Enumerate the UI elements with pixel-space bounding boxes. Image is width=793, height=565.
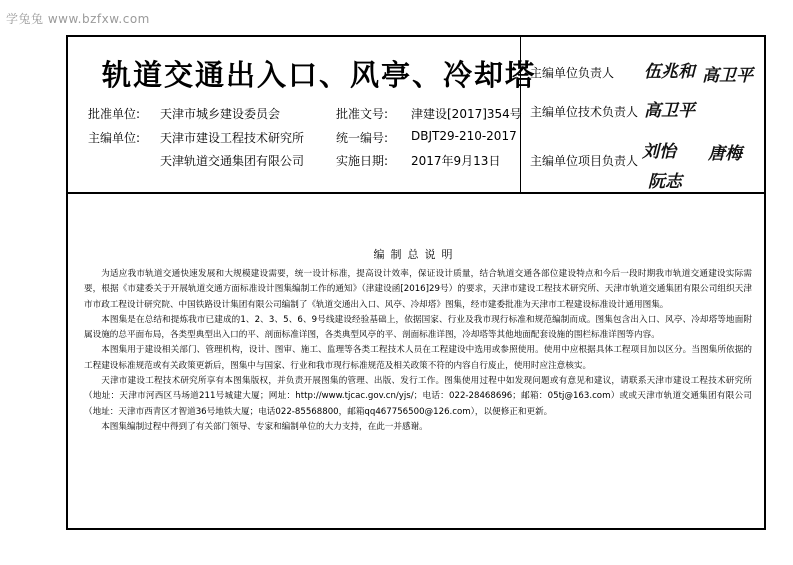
header-block [68,37,764,194]
paragraph: 本图集用于建设相关部门、管理机构，设计、图审、施工、监理等各类工程技术人员在工程建设中选用或参照使用。使用中应根据具体工程项目加以区分。当图集所依据的工程建设标准规范或有关政策更新后，图集中与国家、行业和我市现行标准规范及相关政策不符的内容自行废止，使用时应注意核实。 [84,345,752,371]
paragraph: 为适应我市轨道交通快速发展和大规模建设需要，统一设计标准，提高设计效率，保证设计质量，结合轨道交通各部位建设特点和今后一段时期我市轨道交通建设实际需要，根据《市建委关于开展轨道交通方面标准设计图集编制工作的通知》（津建设函[2016]29号）的要求，天津市建设工程技术研究所、天津市轨道交通集团有限公司组织天津市市政工程设计研究院、中国铁路设计集团有限公司编制了《轨道交通出入口、风亭、冷却塔》图集，经市建委批准为天津市工程建设标准设计通用图集。 [84,269,752,310]
chief-unit-value-2: 天津轨道交通集团有限公司 [160,154,305,168]
impl-date-value: 2017年9月13日 [411,154,501,168]
watermark: 学兔兔 www.bzfxw.com [6,12,150,26]
section-title: 编制总说明 [373,248,459,261]
chief-unit-label: 主编单位: [88,131,141,145]
signature-unit-head-2: 高卫平 [702,66,753,86]
approve-no-label: 批准文号: [336,107,389,121]
signature-unit-head-1: 伍兆和 [644,62,695,82]
signature-project-head-1: 刘怡 [642,142,676,162]
unified-no-value: DBJT29-210-2017 [411,129,517,143]
role-tech-head: 主编单位技术负责人 [530,105,639,119]
role-project-head: 主编单位项目负责人 [530,154,639,168]
impl-date-label: 实施日期: [336,154,389,168]
approve-unit-label: 批准单位: [88,107,141,121]
page-title: 轨道交通出入口、风亭、冷却塔 [102,58,537,92]
approve-no-value: 津建设[2017]354号 [411,107,522,121]
signature-project-head-2: 唐梅 [708,144,742,164]
approve-unit-value: 天津市城乡建设委员会 [160,107,281,121]
role-unit-head: 主编单位负责人 [530,66,615,80]
chief-unit-value-1: 天津市建设工程技术研究所 [160,131,305,145]
paragraph: 本图集是在总结和提炼我市已建成的1、2、3、5、6、9号线建设经验基础上，依据国家、行业及我市现行标准和规范编制而成。图集包含出入口、风亭、冷却塔等地面附属设施的总平面布局，各类型典型出入口的平、剖面标准详图，各类典型风亭的平、剖面标准详图，冷却塔等其他地面配套设施的围栏标准详图等内容。 [84,314,752,341]
description-block [68,194,764,528]
paragraph: 本图集编制过程中得到了有关部门领导、专家和编制单位的大力支持，在此一并感谢。 [101,421,428,432]
unified-no-label: 统一编号: [336,131,389,145]
document-frame [66,35,766,530]
description-paragraphs [84,267,752,435]
signature-project-head-3: 阮志 [648,172,682,192]
paragraph: 天津市建设工程技术研究所享有本图集版权，并负责开展图集的管理、出版、发行工作。图集使用过程中如发现问题或有意见和建议，请联系天津市建设工程技术研究所（地址：天津市河西区马场道211号城建大厦；网址：http://www.tjcac.gov.cn/yjs/；电话：022-28468696；邮箱：05tj@163.com）或或天津市轨道交通集团有限公司（地址：天津市西青区才智道36号地铁大厦；电话022-85568800，邮箱qq467756500@126.com），以便修正和更新。 [84,376,752,417]
signature-tech-head: 高卫平 [644,101,695,121]
